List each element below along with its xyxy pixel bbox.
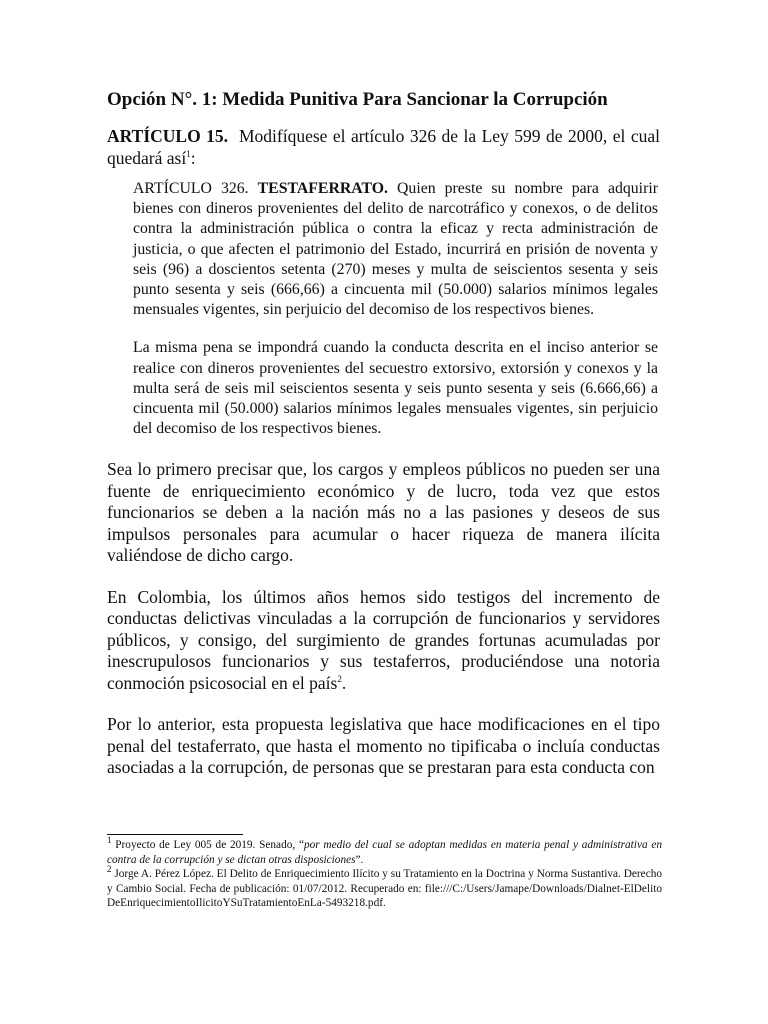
footnote-2-file-link[interactable]: file:///C:/Users/Jamape/Downloads/Dialnet-ElDelitoDeEnriquecimientoIlicitoYSuTratamientoEnLa-5493218.pdf.	[107, 882, 662, 910]
footnote-1-italic: por medio del cual se adoptan medidas en materia penal y administrativa en contra de la corrupción y se dictan otras disposiciones	[107, 839, 663, 866]
footnote-2	[107, 864, 663, 911]
body-paragraph-3: Por lo anterior, esta propuesta legislativa que hace modificaciones en el tipo penal del testaferrato, que hasta el momento no tipificaba o incluía conductas asociadas a la corrupción, de personas que se prestaran para esta conducta con	[107, 714, 660, 778]
footnotes	[107, 834, 662, 911]
quote-text-1: Quien preste su nombre para adquirir bienes con dineros provenientes del delito de narcotráfico y conexos, o de delitos contra la administración pública o contra la eficaz y recta administración de justicia, o que afecten el patrimonio del Estado, incurrirá en prisión de noventa y seis (96) a doscientos setenta (270) meses y multa de seiscientos sesenta y seis punto sesenta y seis (666,66) a cincuenta mil (50.000) salarios mínimos legales mensuales vigentes, sin perjuicio del decomiso de los respectivos bienes.	[133, 180, 658, 319]
page-title: Opción N°. 1: Medida Punitiva Para Sancionar la Corrupción	[107, 89, 608, 110]
body-paragraph-2-end: .	[341, 672, 347, 693]
quote-paragraph-2: La misma pena se impondrá cuando la conducta descrita en el inciso anterior se realice con dineros provenientes del secuestro extorsivo, extorsión y conexos y la multa será de seis mil seiscientos sesenta y seis punto sesenta y seis (6.666,66) a cincuenta mil (50.000) salarios mínimos legales mensuales vigentes, sin perjuicio del decomiso de los respectivos bienes.	[133, 339, 658, 438]
footnote-2-text: Jorge A. Pérez López. El Delito de Enriquecimiento Ilícito y su Tratamiento en la Doctrina y Norma Sustantiva. Derecho y Cambio Social. Fecha de publicación: 01/07/2012. Recuperado en:	[107, 868, 663, 895]
footnote-2-number: 2	[107, 864, 112, 875]
footnote-1-number: 1	[107, 835, 112, 846]
quote-paragraph-1	[133, 179, 658, 320]
article-text: Modifíquese el artículo 326 de la Ley 599 de 2000, el cual quedará así	[107, 126, 660, 168]
article-text-end: :	[190, 147, 196, 168]
footnote-1	[107, 835, 663, 867]
body-paragraph-2-text: En Colombia, los últimos años hemos sido testigos del incremento de conductas delictivas vinculadas a la corrupción de funcionarios y servidores públicos, y consigo, del surgimiento de grandes fortunas acumuladas por inescrupulosos funcionarios y sus testaferros, produciéndose una notoria conmoción psicosocial en el país	[107, 586, 660, 693]
document-body	[107, 88, 660, 779]
article-label: ARTÍCULO 15.	[107, 126, 229, 146]
quoted-article	[133, 179, 658, 439]
quote-article-label: ARTÍCULO 326.	[133, 180, 249, 197]
body-paragraph-1: Sea lo primero precisar que, los cargos y empleos públicos no pueden ser una fuente de enriquecimiento económico y de lucro, toda vez que estos funcionarios se deben a la nación más no a las pasiones y deseos de sus impulsos personales para acumular o hacer riqueza de manera ilícita valiéndose de dicho cargo.	[107, 459, 660, 566]
article-intro	[107, 126, 660, 169]
footnote-ref-1[interactable]: 1	[186, 148, 191, 159]
quote-term: TESTAFERRATO.	[257, 180, 388, 197]
body-paragraph-2	[107, 587, 660, 695]
footnote-divider	[107, 834, 243, 835]
footnote-1-text: Proyecto de Ley 005 de 2019. Senado, “	[115, 839, 304, 851]
footnote-1-end: ”.	[355, 853, 364, 866]
footnote-ref-2[interactable]: 2	[337, 674, 342, 685]
